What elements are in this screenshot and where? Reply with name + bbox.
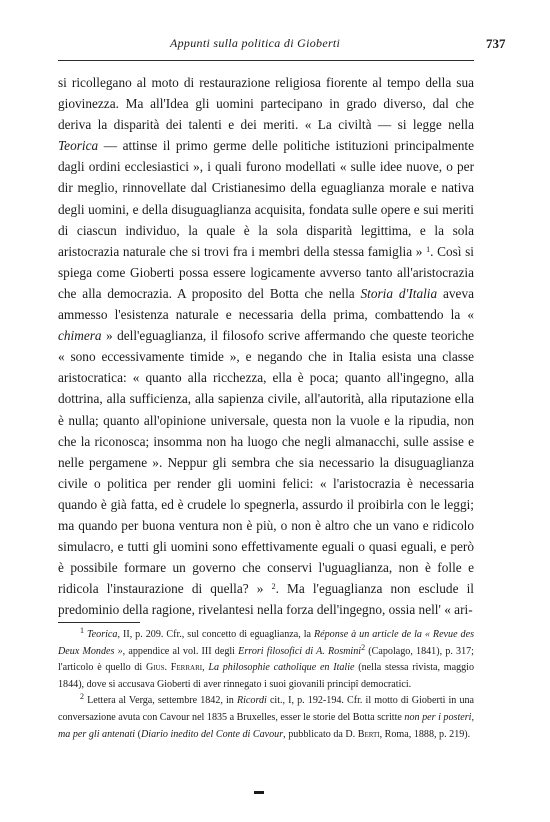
text-run: (nella stessa rivista, maggio 1844), dove si accusava Gioberti di aver rinnegato i suoi giovanili principî democratici. [58, 662, 475, 690]
book-title: Storia d'Italia [360, 285, 438, 301]
author-name: Gius. Ferrari [145, 662, 203, 674]
text-run: , Roma, 1888, p. 219). [379, 728, 471, 740]
footnote-rule [58, 622, 140, 623]
text-run: , [202, 662, 209, 674]
text-run: Lettera al Verga, settembre 1842, in [87, 695, 237, 707]
quoted-phrase: non per i posteri, ma per gli antenati [58, 711, 474, 740]
text-run: si ricollegano al moto di restaurazione religiosa fiorente al tempo della sua giovinezza. Ma all'Idea gli uomini partecipano in grado diverso, dal che deriva la disparità dei talenti e dei meriti. « La civiltà — si legge nella [58, 75, 474, 133]
citation-title: Errori filosofici di A. Rosmini [238, 645, 362, 657]
text-run: cit., I, p. 192-194. Cfr. il motto di Gioberti in una conversazione avuta con Cavour nel 1835 a Bruxelles, esser le storie del Botta scritte [58, 695, 475, 723]
page-header [0, 36, 550, 56]
citation-title: Réponse à un article de la « Revue des Deux Mondes » [58, 629, 474, 657]
footnote-mark: 2 [80, 692, 84, 702]
text-run: . Così si spiega come Gioberti possa essere logicamente avverso tanto all'aristocrazia che alla democrazia. A proposito del Botta che nella [58, 243, 474, 301]
book-title: Teorica [58, 138, 99, 154]
text-run: ( [135, 728, 141, 740]
footnotes [58, 627, 474, 743]
header-rule [58, 60, 474, 61]
text-run: » dell'eguaglianza, il filosofo scrive affermando che queste teoriche « sono eccessivamente timide », e negando che in Italia esista una classe aristocratica: « quanto alla ricchezza, ella è poca; quanto all'ingegno, alla dottrina, alla sufficienza, alla sapienza civile, all'autorità, alla riputazione ella è nulla; quanto all'opinione universale, questa non la vuole e la ripudia, non che la riconosca; insomma non ha luogo che negli almanacchi, sulle assise e nelle pergamene ». Neppur gli sembra che sia necessario la disuguaglianza civile o politica per render gli uomini felici: « l'aristocrazia è necessaria quando è già fatta, ed è crudele lo spegnerla, assurdo il proibirla con le leggi; ma quando per buona ventura non è più, o non è altro che un vano e ridicolo simulacro, e tutti gli uomini sono effettivamente eguali o quasi eguali, e però è possibile formare un governo che conservi l'uguaglianza, non è folle e ridicola l'instaurazione di quella? » [58, 328, 474, 597]
footnote-2 [58, 693, 474, 743]
text-run: aveva ammesso l'esistenza naturale e necessaria della prima, combattendo la « [58, 285, 474, 323]
footnote-ref: 1 [426, 244, 431, 254]
footnote-ref: 2 [271, 582, 276, 592]
running-title: Appunti sulla politica di Gioberti [170, 36, 341, 50]
footnote-mark: 1 [80, 626, 84, 635]
citation-title: Teorica [86, 629, 118, 640]
author-name: Berti [357, 728, 380, 740]
italic-term: chimera [58, 328, 102, 344]
text-run: , II, p. 209. Cfr., sul concetto di eguaglianza, la [117, 629, 314, 640]
text-run: . Ma l'eguaglianza non esclude il predominio della ragione, rivelantesi nella forza dell'ingegno, ossia nell' « ari- [58, 581, 474, 618]
page-number: 737 [486, 36, 506, 51]
page-bottom-mark: ▬ [254, 786, 264, 797]
main-text [58, 72, 474, 620]
main-paragraph [58, 72, 474, 620]
citation-title: Diario inedito del Conte di Cavour [141, 728, 284, 740]
text-run: — attinse il primo germe delle politiche istituzioni principalmente dagli ordini ecclesiastici », i quali furono modellati « sulle idee nuove, o per dir meglio, rinnovellate dal Cristianesimo della eguaglianza morale e nativa degli uomini, e della disuguaglianza acquisita, fondata sulle opere e sui meriti di ciascun individuo, la quale è la sola disparità legittima, e la sola aristocrazia naturale che si trovi fra i membri della stessa famiglia » [58, 138, 474, 259]
text-run: (Capolago, 1841), p. 317; l'articolo è quello di [58, 645, 474, 674]
citation-title: Ricordi [236, 695, 267, 707]
footnote-ref: 2 [361, 642, 366, 652]
citation-title: La philosophie catholique en Italie [208, 662, 355, 674]
text-run: , appendice al vol. III degli [122, 645, 239, 657]
footnote-1 [58, 627, 474, 693]
text-run: , pubblicato da D. [283, 728, 358, 740]
